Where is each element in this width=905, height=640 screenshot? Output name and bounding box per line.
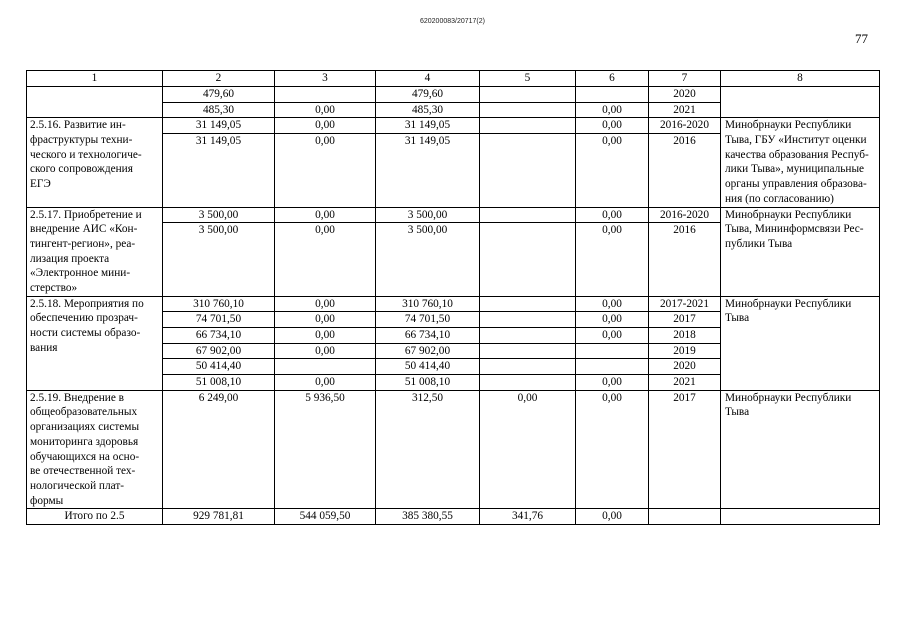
measure-col2-cell <box>163 390 275 509</box>
measure-name-line: мониторинга здоровья <box>30 435 139 448</box>
measure-name-line: 2.5.17. Приобретение и <box>30 208 142 221</box>
executor-line: лики Тыва», муниципальные <box>725 163 865 176</box>
program-table <box>26 70 880 525</box>
continuation-col5-cell <box>480 87 576 118</box>
table-cell-value: 2016-2020 <box>660 208 709 221</box>
header-col-5: 5 <box>480 71 576 87</box>
measure-col3-cell <box>275 296 376 390</box>
measure-name-line: ве отечественной тех- <box>30 465 136 478</box>
executor-line: публики Тыва <box>725 237 793 250</box>
executor-cell <box>721 296 880 390</box>
header-col-8: 8 <box>721 71 880 87</box>
measure-name-line: обучающихся на осно- <box>30 450 140 463</box>
measure-name-line: обеспечению прозрач- <box>30 312 138 325</box>
total-row <box>27 509 880 525</box>
continuation-executor-cell <box>721 87 880 118</box>
table-cell-value <box>480 87 575 102</box>
total-col4: 385 380,55 <box>376 509 480 525</box>
table-cell-value: 2021 <box>649 102 720 118</box>
measure-col7-cell <box>649 296 721 390</box>
executor-line: Тыва <box>725 406 750 419</box>
executor-line: ния (по согласованию) <box>725 192 834 205</box>
total-label: Итого по 2.5 <box>27 509 163 525</box>
table-cell-value <box>480 358 575 374</box>
table-row-section <box>27 390 880 509</box>
table-cell-value: 479,60 <box>411 88 444 100</box>
table-cell-value <box>576 343 648 359</box>
measure-name-line: ского сопровождения <box>30 163 133 176</box>
table-cell-value: 2021 <box>649 374 720 390</box>
table-cell-value <box>480 311 575 327</box>
table-cell-value <box>480 222 575 238</box>
header-row <box>27 71 880 87</box>
executor-line: качества образования Респуб- <box>725 148 869 161</box>
table-cell-value: 3 500,00 <box>376 222 479 238</box>
measure-col7-cell <box>649 118 721 207</box>
measure-col7-cell <box>649 390 721 509</box>
executor-line: Минобрнауки Республики <box>725 297 852 310</box>
executor-cell <box>721 390 880 509</box>
total-col3: 544 059,50 <box>275 509 376 525</box>
measure-col4-cell <box>376 118 480 207</box>
table-cell-value <box>480 374 575 390</box>
table-cell-value <box>275 87 375 102</box>
table-cell-value: 3 500,00 <box>198 208 239 221</box>
table-cell-value <box>480 118 575 133</box>
table-cell-value: 479,60 <box>202 88 235 100</box>
measure-name-line: нологической плат- <box>30 479 125 492</box>
measure-col4-cell <box>376 296 480 390</box>
table-cell-value: 3 500,00 <box>163 222 274 238</box>
executor-line: органы управления образова- <box>725 178 867 191</box>
table-cell-value: 74 701,50 <box>376 311 479 327</box>
continuation-col7-cell <box>649 87 721 118</box>
table-cell-value: 2016 <box>649 222 720 238</box>
measure-name-line: «Электронное мини- <box>30 267 131 280</box>
measure-col6-cell <box>576 118 649 207</box>
measure-col6-cell <box>576 207 649 296</box>
table-cell-value <box>576 358 648 374</box>
total-col7 <box>649 509 721 525</box>
header-col-3: 3 <box>275 71 376 87</box>
measure-name-line: вания <box>30 341 58 354</box>
table-cell-value: 50 414,40 <box>163 358 274 374</box>
measure-col5-cell <box>480 296 576 390</box>
table-cell-value: 0,00 <box>602 391 622 404</box>
table-cell-value: 3 500,00 <box>407 208 448 221</box>
table-cell-value: 0,00 <box>315 297 335 310</box>
measure-col2-cell <box>163 118 275 207</box>
continuation-col4-cell <box>376 87 480 118</box>
measure-name-line: фраструктуры техни- <box>30 134 133 147</box>
table-cell-value: 2016 <box>649 133 720 149</box>
measure-name-cell <box>27 118 163 207</box>
executor-line: Минобрнауки Республики <box>725 119 852 132</box>
header-col-4: 4 <box>376 71 480 87</box>
continuation-col3-cell <box>275 87 376 118</box>
measure-name-line: организациях системы <box>30 421 140 434</box>
table-cell-value <box>480 297 575 312</box>
measure-col4-cell <box>376 207 480 296</box>
table-cell-value <box>480 102 575 118</box>
table-cell-value: 0,00 <box>275 343 375 359</box>
table-cell-value: 2017 <box>673 391 696 404</box>
table-cell-value: 2020 <box>673 88 696 100</box>
table-row-continuation <box>27 87 880 118</box>
table-cell-value: 2017-2021 <box>660 297 709 310</box>
total-col5: 341,76 <box>480 509 576 525</box>
measure-name-line: 2.5.16. Развитие ин- <box>30 119 126 132</box>
table-cell-value: 0,00 <box>576 222 648 238</box>
table-cell-value: 0,00 <box>275 133 375 149</box>
table-cell-value: 312,50 <box>411 391 444 404</box>
executor-line: Тыва, Мининформсвязи Рес- <box>725 223 864 236</box>
table-row-section <box>27 207 880 296</box>
measure-col7-cell <box>649 207 721 296</box>
table-cell-value: 0,00 <box>602 208 622 221</box>
measure-col6-cell <box>576 390 649 509</box>
table-cell-value: 51 008,10 <box>163 374 274 390</box>
table-cell-value: 67 902,00 <box>376 343 479 359</box>
table-cell-value: 2020 <box>649 358 720 374</box>
table-cell-value: 0,00 <box>576 102 648 118</box>
total-col8 <box>721 509 880 525</box>
table-cell-value <box>480 343 575 359</box>
table-cell-value: 0,00 <box>576 374 648 390</box>
executor-line: Минобрнауки Республики <box>725 391 852 404</box>
table-cell-value: 2019 <box>649 343 720 359</box>
table-cell-value: 0,00 <box>517 391 538 404</box>
measure-col2-cell <box>163 207 275 296</box>
table-cell-value: 0,00 <box>576 133 648 149</box>
table-cell-value: 0,00 <box>275 222 375 238</box>
measure-name-line: ЕГЭ <box>30 178 51 191</box>
table-cell-value: 0,00 <box>576 327 648 343</box>
measure-name-line: внедрение АИС «Кон- <box>30 223 138 236</box>
document-id: 620200083/20717(2) <box>419 18 485 25</box>
table-row-section <box>27 296 880 390</box>
measure-col5-cell <box>480 118 576 207</box>
table-cell-value: 5 936,50 <box>305 391 345 404</box>
table-cell-value <box>480 327 575 343</box>
table-cell-value <box>480 133 575 149</box>
executor-line: Минобрнауки Республики <box>725 208 852 221</box>
table-cell-value: 66 734,10 <box>376 327 479 343</box>
measure-name-line: ческого и технологиче- <box>30 148 142 161</box>
measure-name-line: тингент-регион», реа- <box>30 237 136 250</box>
page-number: 77 <box>855 31 868 46</box>
measure-name-line: формы <box>30 494 64 507</box>
measure-name-cell <box>27 390 163 509</box>
measure-name-cell <box>27 296 163 390</box>
table-row-section <box>27 118 880 207</box>
table-cell-value: 67 902,00 <box>163 343 274 359</box>
measure-col2-cell <box>163 296 275 390</box>
measure-col6-cell <box>576 296 649 390</box>
executor-cell <box>721 118 880 207</box>
table-cell-value: 6 249,00 <box>198 391 239 404</box>
executor-line: Тыва <box>725 312 750 325</box>
table-cell-value: 0,00 <box>576 311 648 327</box>
continuation-col6-cell <box>576 87 649 118</box>
measure-name-line: 2.5.18. Мероприятия по <box>30 297 144 310</box>
table-cell-value: 0,00 <box>602 297 622 310</box>
table-cell-value: 31 149,05 <box>163 133 274 149</box>
measure-col4-cell <box>376 390 480 509</box>
table-cell-value: 2016-2020 <box>660 119 709 132</box>
measure-col3-cell <box>275 390 376 509</box>
table-cell-value: 2017 <box>649 311 720 327</box>
total-col6: 0,00 <box>576 509 649 525</box>
measure-name-cell <box>27 207 163 296</box>
continuation-name-cell <box>27 87 163 118</box>
measure-col5-cell <box>480 390 576 509</box>
table-cell-value: 74 701,50 <box>163 311 274 327</box>
table-cell-value: 51 008,10 <box>376 374 479 390</box>
table-cell-value: 66 734,10 <box>163 327 274 343</box>
table-cell-value: 0,00 <box>275 374 375 390</box>
table-cell-value: 0,00 <box>275 327 375 343</box>
measure-col3-cell <box>275 207 376 296</box>
measure-col5-cell <box>480 207 576 296</box>
table-cell-value: 0,00 <box>275 102 375 118</box>
table-cell-value <box>275 358 375 374</box>
table-cell-value: 0,00 <box>275 311 375 327</box>
table-cell-value: 0,00 <box>315 208 335 221</box>
executor-cell <box>721 207 880 296</box>
table-cell-value <box>480 208 575 223</box>
header-col-6: 6 <box>576 71 649 87</box>
measure-name-line: ности системы образо- <box>30 327 141 339</box>
executor-line: Тыва, ГБУ «Институт оценки <box>725 134 867 147</box>
table-cell-value: 31 149,05 <box>376 133 479 149</box>
table-cell-value: 50 414,40 <box>376 358 479 374</box>
table-cell-value: 485,30 <box>376 102 479 118</box>
continuation-col2-cell <box>163 87 275 118</box>
header-col-1: 1 <box>27 71 163 87</box>
table-cell-value: 310 760,10 <box>193 297 244 310</box>
table-cell-value: 31 149,05 <box>195 119 242 132</box>
total-col2: 929 781,81 <box>163 509 275 525</box>
table-cell-value: 0,00 <box>315 119 335 132</box>
measure-col3-cell <box>275 118 376 207</box>
table-cell-value: 31 149,05 <box>404 119 451 132</box>
measure-name-line: общеобразовательных <box>30 406 138 419</box>
table-cell-value <box>576 87 648 102</box>
table-cell-value: 310 760,10 <box>402 297 453 310</box>
table-cell-value: 0,00 <box>602 119 622 132</box>
table-cell-value: 2018 <box>649 327 720 343</box>
measure-name-line: стерство» <box>30 281 78 294</box>
table-cell-value: 485,30 <box>163 102 274 118</box>
header-col-7: 7 <box>649 71 721 87</box>
measure-name-line: лизация проекта <box>30 252 110 265</box>
header-col-2: 2 <box>163 71 275 87</box>
measure-name-line: 2.5.19. Внедрение в <box>30 391 125 404</box>
